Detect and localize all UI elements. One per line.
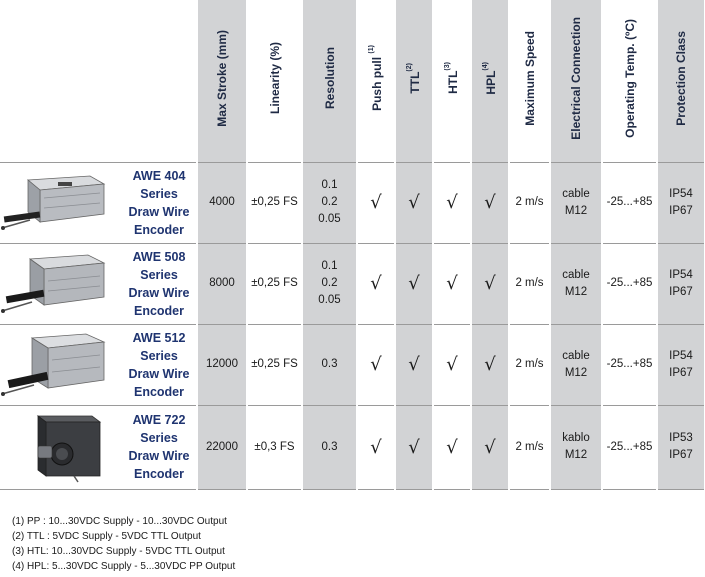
max-speed-value: 2 m/s	[515, 440, 544, 453]
table-row	[0, 162, 705, 243]
push-pull-check: √	[370, 436, 382, 458]
linearity-value: ±0,25 FS	[251, 358, 298, 370]
linearity-value: ±0,25 FS	[251, 196, 298, 208]
product-image-cell	[0, 243, 122, 324]
max-speed-value: 2 m/s	[515, 358, 544, 370]
protection-value: IP54 IP67	[657, 324, 705, 405]
op-temp-value: -25...+85	[606, 358, 653, 370]
htl-check: √	[446, 273, 458, 294]
electrical-value: cable M12	[550, 324, 602, 405]
header-max-speed: Maximum Speed	[509, 0, 550, 162]
header-linearity: Linearity (%)	[247, 0, 302, 162]
resolution-value: 0.3	[302, 324, 357, 405]
max-speed-value: 2 m/s	[515, 196, 544, 208]
linearity-value: ±0,3 FS	[254, 440, 295, 453]
product-image-cell	[0, 324, 122, 405]
product-name: AWE 512 Series Draw Wire Encoder	[128, 330, 190, 399]
header-hpl: HPL$^{(4)}$	[471, 0, 509, 162]
max-speed-value: 2 m/s	[515, 277, 544, 289]
protection-value: IP54 IP67	[657, 162, 705, 243]
op-temp-value: -25...+85	[606, 277, 653, 289]
draw-wire-encoder-icon	[0, 168, 108, 238]
header-push-pull: Push pull $^{(1)}$	[357, 0, 395, 162]
draw-wire-encoder-icon	[0, 330, 108, 400]
electrical-value: kablo M12	[550, 405, 602, 489]
hpl-check: √	[471, 405, 509, 489]
push-pull-check: √	[370, 354, 382, 375]
footnote-pp: (1) PP : 10...30VDC Supply - 10...30VDC Output	[12, 516, 227, 527]
htl-check: √	[446, 192, 458, 213]
ttl-check: √	[395, 162, 433, 243]
header-htl: HTL$^{(3)}$	[433, 0, 471, 162]
hpl-check: √	[471, 243, 509, 324]
max-stroke-value: 4000	[197, 162, 247, 243]
hpl-check: √	[471, 324, 509, 405]
product-name: AWE 508 Series Draw Wire Encoder	[128, 249, 190, 318]
htl-check: √	[446, 436, 458, 458]
table-row	[0, 324, 705, 405]
htl-check: √	[446, 354, 458, 375]
draw-wire-encoder-icon	[0, 410, 108, 484]
op-temp-value: -25...+85	[606, 440, 653, 453]
header-row	[0, 0, 705, 162]
electrical-value: cable M12	[550, 243, 602, 324]
push-pull-check: √	[370, 273, 382, 294]
product-name: AWE 404 Series Draw Wire Encoder	[128, 168, 190, 237]
protection-value: IP53 IP67	[657, 405, 705, 489]
header-ttl: TTL$^{(2)}$	[395, 0, 433, 162]
header-protection: Protection Class	[657, 0, 705, 162]
protection-value: IP54 IP67	[657, 243, 705, 324]
resolution-value: 0.1 0.2 0.05	[302, 243, 357, 324]
electrical-value: cable M12	[550, 162, 602, 243]
max-stroke-value: 12000	[197, 324, 247, 405]
max-stroke-value: 8000	[197, 243, 247, 324]
header-max-stroke: Max Stroke (mm)	[197, 0, 247, 162]
footnote-hpl: (4) HPL: 5...30VDC Supply - 5...30VDC PP Output	[12, 561, 236, 572]
header-resolution: Resolution	[302, 0, 357, 162]
footnote-htl: (3) HTL: 10...30VDC Supply - 5VDC TTL Output	[12, 546, 225, 557]
push-pull-check: √	[370, 192, 382, 213]
op-temp-value: -25...+85	[606, 196, 653, 208]
hpl-check: √	[471, 162, 509, 243]
table-row	[0, 405, 705, 489]
footnote-ttl: (2) TTL : 5VDC Supply - 5VDC TTL Output	[12, 531, 201, 542]
ttl-check: √	[395, 324, 433, 405]
header-electrical: Electrical Connection	[550, 0, 602, 162]
resolution-value: 0.1 0.2 0.05	[302, 162, 357, 243]
header-op-temp: Operating Temp. (ºC)	[602, 0, 657, 162]
draw-wire-encoder-icon	[0, 249, 108, 319]
product-image-cell	[0, 405, 122, 489]
table-row	[0, 243, 705, 324]
linearity-value: ±0,25 FS	[251, 277, 298, 289]
product-image-cell	[0, 162, 122, 243]
max-stroke-value: 22000	[197, 405, 247, 489]
ttl-check: √	[395, 243, 433, 324]
ttl-check: √	[395, 405, 433, 489]
footnotes	[12, 514, 235, 574]
header-blank	[0, 0, 197, 162]
resolution-value: 0.3	[302, 405, 357, 489]
product-name: AWE 722 Series Draw Wire Encoder	[128, 413, 190, 481]
